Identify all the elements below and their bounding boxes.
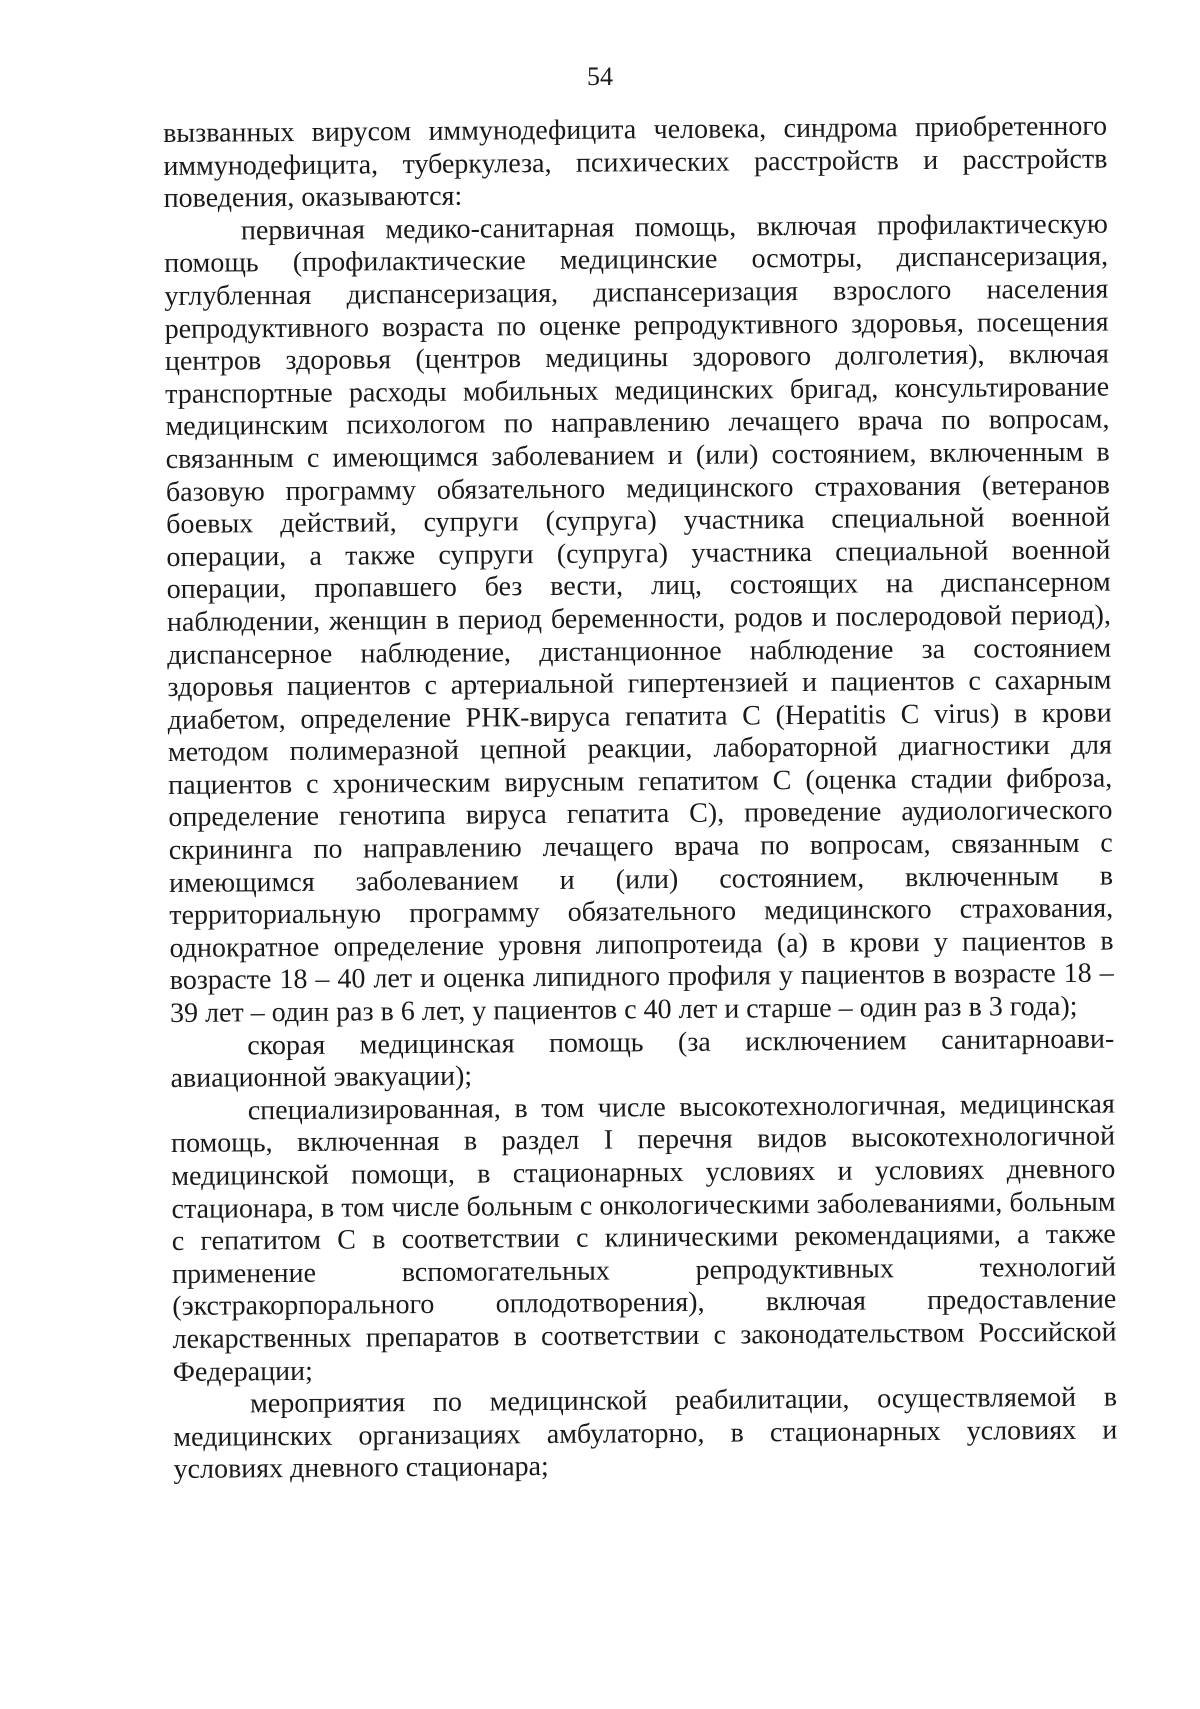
paragraph-emergency-care: скорая медицинская помощь (за исключением санитарноави-авиационной эвакуации); [170, 1023, 1115, 1095]
paragraph-specialized-care: специализированная, в том числе высокотехнологичная, медицинская помощь, включенная в раздел I перечня видов высокотехнологичной медицинской помощи, в стационарных условиях и условиях дневного стационара, в том числе больным с онкологическими заболеваниями, больным с гепатитом С в соответствии с клиническими рекомендациями, а также применение вспомогательных репродуктивных технологий (экстракорпорального оплодотворения), включая предоставление лекарственных препаратов в соответствии с законодательством Российской Федерации; [170, 1088, 1117, 1388]
body-text [163, 111, 1118, 1487]
page-number: 54 [587, 62, 613, 91]
paragraph-rehabilitation: мероприятия по медицинской реабилитации, осуществляемой в медицинских организациях амбулаторно, в стационарных условиях и условиях дневного стационара; [173, 1381, 1118, 1486]
paragraph-continuation: вызванных вирусом иммунодефицита человека, синдрома приобретенного иммунодефицита, туберкулеза, психических расстройств и расстройств поведения, оказываются: [163, 110, 1108, 215]
paragraph-primary-care: первичная медико-санитарная помощь, включая профилактическую помощь (профилактические медицинские осмотры, диспансеризация, углубленная диспансеризация, диспансеризация взрослого населения репродуктивного возраста по оценке репродуктивного здоровья, посещения центров здоровья (центров медицины здорового долголетия), включая транспортные расходы мобильных медицинских бригад, консультирование медицинским психологом по направлению лечащего врача по вопросам, связанным с имеющимся заболеванием и (или) состоянием, включенным в базовую программу обязательного медицинского страхования (ветеранов боевых действий, супруги (супруга) участника специальной военной операции, а также супруги (супруга) участника специальной военной операции, пропавшего без вести, лиц, состоящих на диспансерном наблюдении, женщин в период беременности, родов и послеродовой период), диспансерное наблюдение, дистанционное наблюдение за состоянием здоровья пациентов с артериальной гипертензией и пациентов с сахарным диабетом, определение РНК-вируса гепатита С (Hepatitis C virus) в крови методом полимеразной цепной реакции, лабораторной диагностики для пациентов с хроническим вирусным гепатитом С (оценка стадии фиброза, определение генотипа вируса гепатита С), проведение аудиологического скрининга по направлению лечащего врача по вопросам, связанным с имеющимся заболеванием и (или) состоянием, включенным в территориальную программу обязательного медицинского страхования, однократное определение уровня липопротеида (а) в крови у пациентов в возрасте 18 – 40 лет и оценка липидного профиля у пациентов в возрасте 18 – 39 лет – один раз в 6 лет, у пациентов с 40 лет и старше – один раз в 3 года); [164, 208, 1114, 1030]
